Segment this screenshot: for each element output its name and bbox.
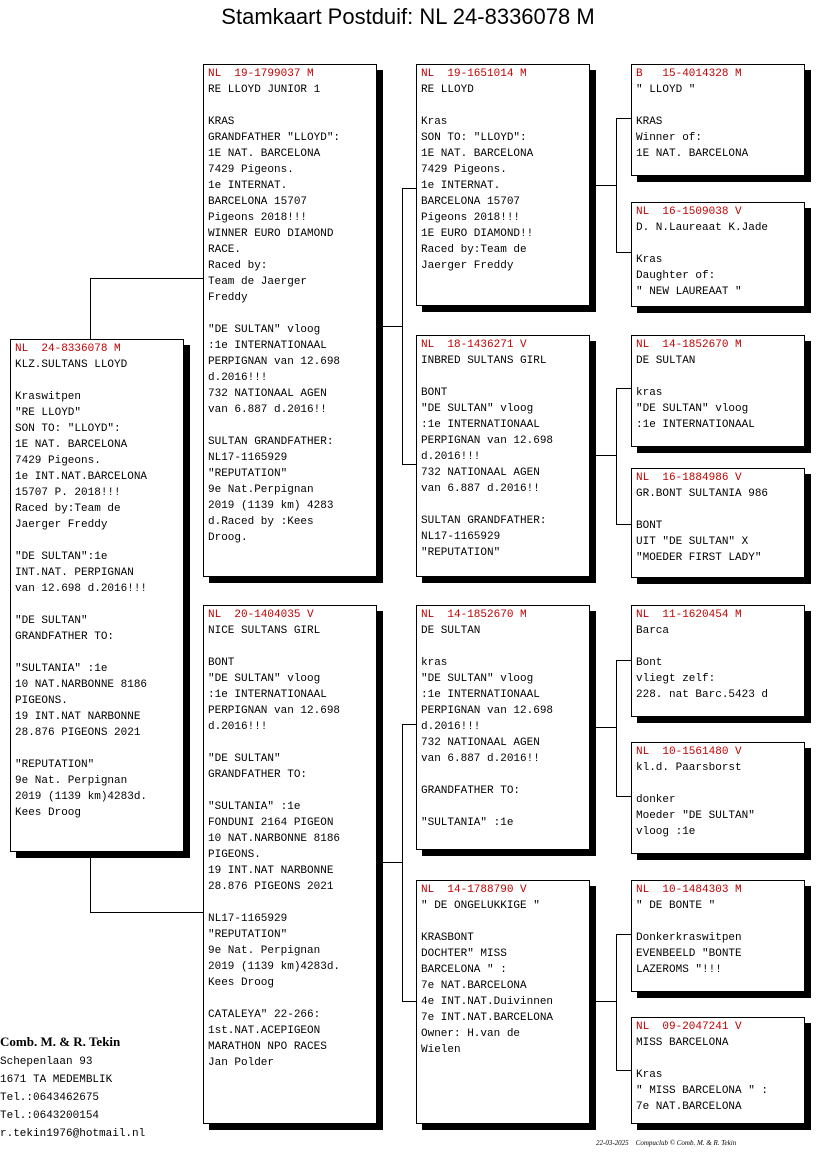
connector-line: [90, 278, 91, 340]
pigeon-card-great-grandparent: [631, 605, 805, 717]
pigeon-description: RE LLOYD Kras SON TO: "LLOYD": 1E NAT. BARCELONA 7429 Pigeons. 1e INTERNAT. BARCELONA 15707 Pigeons 2018!!! 1E EURO DIAMOND!! Raced by:Team de Jaerger Freddy: [421, 84, 534, 272]
owner-info: [0, 1033, 145, 1143]
connector-line: [590, 727, 616, 728]
pigeon-card-grandfather-paternal: [416, 64, 590, 306]
ring-number: NL 14-1788790 V: [421, 884, 527, 896]
ring-number: NL 19-1799037 M: [208, 68, 314, 80]
ring-number: NL 14-1852670 M: [636, 339, 742, 351]
ring-number: NL 18-1436271 V: [421, 339, 527, 351]
connector-line: [616, 252, 632, 253]
connector-line: [402, 724, 403, 1001]
pigeon-description: D. N.Laureaat K.Jade Kras Daughter of: " NEW LAUREAAT ": [636, 222, 769, 298]
ring-number: NL 16-1884986 V: [636, 472, 742, 484]
pigeon-card-subject: [10, 339, 184, 852]
connector-line: [376, 326, 402, 327]
connector-line: [616, 660, 617, 796]
pigeon-description: RE LLOYD JUNIOR 1 KRAS GRANDFATHER "LLOYD": 1E NAT. BARCELONA 7429 Pigeons. 1e INTERNAT. BARCELONA 15707 Pigeons 2018!!! WINNER EURO DIAMOND RACE. Raced by: Team de Jaerger Freddy "DE SULTAN" vloog :1e INTERNATIONAAL PERPIGNAN van 12.698 d.2016!!! 732 NATIONAAL AGEN van 6.887 d.2016!! SULTAN GRANDFATHER: NL17-1165929 "REPUTATION" 9e Nat.Perpignan 2019 (1139 km) 4283 d.Raced by :Kees Droog.: [208, 84, 341, 544]
pigeon-description: GR.BONT SULTANIA 986 BONT UIT "DE SULTAN" X "MOEDER FIRST LADY": [636, 488, 769, 564]
pigeon-card-great-grandparent: [631, 64, 805, 176]
owner-phone: Tel.:0643462675: [0, 1092, 100, 1104]
connector-line: [616, 934, 617, 1070]
ring-number: B 15-4014328 M: [636, 68, 742, 80]
pigeon-description: DE SULTAN kras "DE SULTAN" vloog :1e INTERNATIONAAL: [636, 355, 755, 431]
connector-line: [90, 912, 204, 913]
connector-line: [616, 388, 632, 389]
connector-line: [402, 188, 417, 189]
connector-line: [616, 1070, 632, 1071]
owner-city: 1671 TA MEDEMBLIK: [0, 1074, 113, 1086]
connector-line: [402, 724, 417, 725]
pigeon-card-great-grandparent: [631, 880, 805, 992]
pigeon-description: MISS BARCELONA Kras " MISS BARCELONA " : 7e NAT.BARCELONA: [636, 1037, 769, 1113]
ring-number: NL 19-1651014 M: [421, 68, 527, 80]
connector-line: [616, 934, 632, 935]
pigeon-card-great-grandparent: [631, 742, 805, 854]
owner-email: r.tekin1976@hotmail.nl: [0, 1128, 146, 1140]
ring-number: NL 10-1484303 M: [636, 884, 742, 896]
pigeon-description: DE SULTAN kras "DE SULTAN" vloog :1e INTERNATIONAAL PERPIGNAN van 12.698 d.2016!!! 732 NATIONAAL AGEN van 6.887 d.2016!! GRANDFATHER TO: "SULTANIA" :1e: [421, 625, 554, 829]
pigeon-card-grandmother-paternal: [416, 335, 590, 577]
connector-line: [616, 118, 617, 252]
connector-line: [616, 796, 632, 797]
pigeon-description: NICE SULTANS GIRL BONT "DE SULTAN" vloog :1e INTERNATIONAAL PERPIGNAN van 12.698 d.2016!!! "DE SULTAN" GRANDFATHER TO: "SULTANIA" :1e FONDUNI 2164 PIGEON 10 NAT.NARBONNE 8186 PIGEONS. 19 INT.NAT NARBONNE 28.876 PIGEONS 2021 NL17-1165929 "REPUTATION" 9e Nat. Perpignan 2019 (1139 km)4283d. Kees Droog CATALEYA" 22-266: 1st.NAT.ACEPIGEON MARATHON NPO RACES Jan Polder: [208, 625, 341, 1069]
ring-number: NL 11-1620454 M: [636, 609, 742, 621]
pigeon-description: " LLOYD " KRAS Winner of: 1E NAT. BARCELONA: [636, 84, 749, 160]
pigeon-card-great-grandparent: [631, 335, 805, 447]
connector-line: [616, 524, 632, 525]
ring-number: NL 09-2047241 V: [636, 1021, 742, 1033]
page-title: Stamkaart Postduif: NL 24-8336078 M: [221, 4, 595, 29]
ring-number: NL 16-1509038 V: [636, 206, 742, 218]
ring-number: NL 10-1561480 V: [636, 746, 742, 758]
connector-line: [90, 852, 91, 912]
ring-number: NL 24-8336078 M: [15, 343, 121, 355]
pigeon-card-great-grandparent: [631, 468, 805, 578]
pigeon-card-grandfather-maternal: [416, 605, 590, 850]
connector-line: [616, 118, 632, 119]
ring-number: NL 14-1852670 M: [421, 609, 527, 621]
footer-credit: 22-03-2025 Compuclub © Comb. M. & R. Tekin: [596, 1139, 737, 1147]
pigeon-card-great-grandparent: [631, 202, 805, 307]
pigeon-card-great-grandparent: [631, 1017, 805, 1124]
pigeon-description: Barca Bont vliegt zelf: 228. nat Barc.5423 d: [636, 625, 769, 701]
connector-line: [90, 278, 204, 279]
connector-line: [616, 388, 617, 524]
connector-line: [590, 185, 616, 186]
ring-number: NL 20-1404035 V: [208, 609, 314, 621]
connector-line: [590, 455, 616, 456]
pigeon-description: " DE BONTE " Donkerkraswitpen EVENBEELD "BONTE LAZEROMS "!!!: [636, 900, 742, 976]
pigeon-card-mother: [203, 605, 377, 1124]
owner-street: Schepenlaan 93: [0, 1056, 93, 1068]
connector-line: [376, 862, 402, 863]
pigeon-card-father: [203, 64, 377, 577]
connector-line: [402, 188, 403, 464]
owner-phone: Tel.:0643200154: [0, 1110, 100, 1122]
owner-name: Comb. M. & R. Tekin: [0, 1034, 121, 1049]
connector-line: [616, 660, 632, 661]
pigeon-description: " DE ONGELUKKIGE " KRASBONT DOCHTER" MISS BARCELONA " : 7e NAT.BARCELONA 4e INT.NAT.Duivinnen 7e INT.NAT.BARCELONA Owner: H.van de Wielen: [421, 900, 554, 1056]
pigeon-description: INBRED SULTANS GIRL BONT "DE SULTAN" vloog :1e INTERNATIONAAL PERPIGNAN van 12.698 d.2016!!! 732 NATIONAAL AGEN van 6.887 d.2016!! SULTAN GRANDFATHER: NL17-1165929 "REPUTATION": [421, 355, 554, 559]
connector-line: [402, 464, 417, 465]
connector-line: [402, 1001, 417, 1002]
pigeon-card-grandmother-maternal: [416, 880, 590, 1124]
connector-line: [590, 1001, 616, 1002]
pigeon-description: KLZ.SULTANS LLOYD Kraswitpen "RE LLOYD" SON TO: "LLOYD": 1E NAT. BARCELONA 7429 Pigeons. 1e INT.NAT.BARCELONA 15707 P. 2018!!! Raced by:Team de Jaerger Freddy "DE SULTAN":1e INT.NAT. PERPIGNAN van 12.698 d.2016!!! "DE SULTAN" GRANDFATHER TO: "SULTANIA" :1e 10 NAT.NARBONNE 8186 PIGEONS. 19 INT.NAT NARBONNE 28.876 PIGEONS 2021 "REPUTATION" 9e Nat. Perpignan 2019 (1139 km)4283d. Kees Droog: [15, 359, 148, 819]
pigeon-description: kl.d. Paarsborst donker Moeder "DE SULTAN" vloog :1e: [636, 762, 755, 838]
